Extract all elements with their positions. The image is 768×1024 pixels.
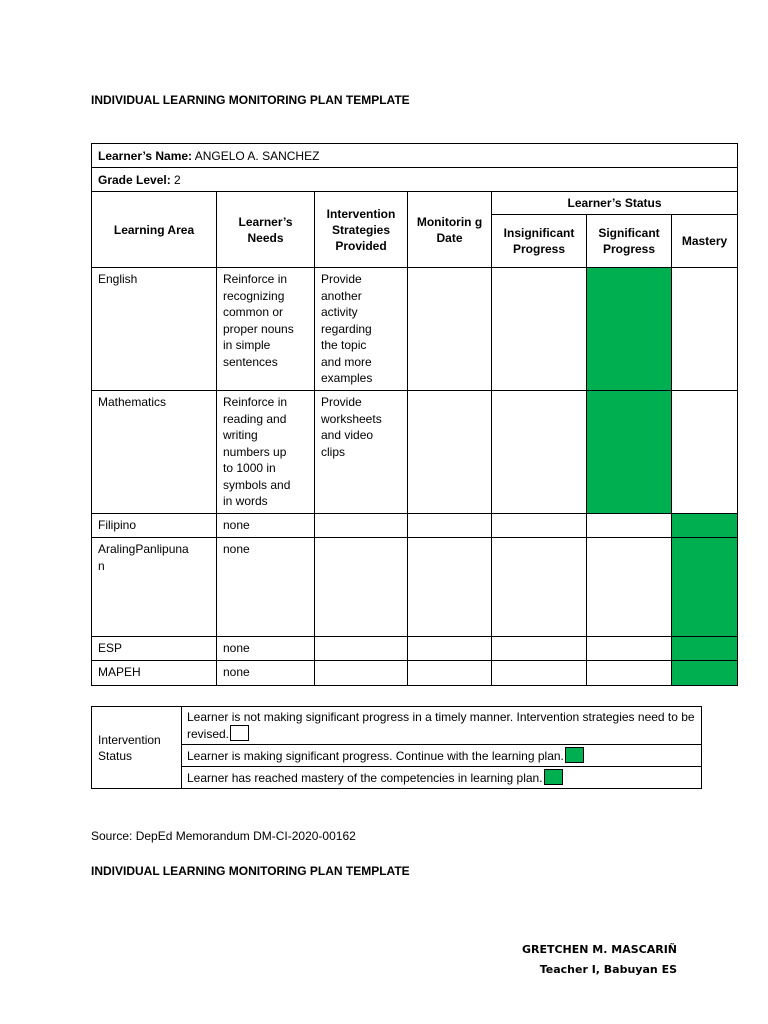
signatory-role: Teacher I, Babuyan ES	[539, 963, 677, 976]
legend-text: Learner is not making significant progress in a timely manner. Intervention strategies need to be revised.	[187, 710, 695, 741]
legend-item-mastery	[182, 767, 702, 789]
grade-level-value: 2	[170, 172, 181, 187]
learners-needs-cell: none	[217, 661, 315, 686]
mastery-status-cell	[672, 637, 738, 661]
document-title: INDIVIDUAL LEARNING MONITORING PLAN TEMPLATE	[91, 93, 410, 107]
table-row	[92, 637, 738, 661]
legend-swatch	[565, 747, 584, 763]
insignificant-status-cell	[492, 268, 587, 391]
monitoring-date-cell	[408, 391, 492, 514]
intervention-status-legend	[91, 706, 702, 789]
learners-needs-cell: Reinforce in reading and writing numbers up to 1000 in symbols and in words	[217, 391, 315, 514]
mastery-status-cell	[672, 661, 738, 686]
insignificant-status-cell	[492, 637, 587, 661]
document-title-repeat: INDIVIDUAL LEARNING MONITORING PLAN TEMPLATE	[91, 864, 410, 878]
significant-status-cell	[587, 268, 672, 391]
intervention-strategies-cell: Provide worksheets and video clips	[315, 391, 408, 514]
monitoring-date-cell	[408, 637, 492, 661]
monitoring-date-cell	[408, 514, 492, 538]
learning-area-cell: Filipino	[92, 514, 217, 538]
monitoring-plan-table	[91, 143, 738, 686]
table-row	[92, 514, 738, 538]
learner-name-row	[92, 144, 738, 168]
learner-name-value: ANGELO A. SANCHEZ	[192, 148, 320, 163]
learning-area-cell: AralingPanlipuna n	[92, 538, 217, 637]
signatory-name: GRETCHEN M. MASCARIÑ	[521, 943, 677, 956]
learners-needs-cell: Reinforce in recognizing common or proper nouns in simple sentences	[217, 268, 315, 391]
learning-area-cell: ESP	[92, 637, 217, 661]
significant-status-cell	[587, 661, 672, 686]
learners-needs-cell: none	[217, 538, 315, 637]
legend-item-significant	[182, 745, 702, 767]
legend-text: Learner is making significant progress. Continue with the learning plan.	[187, 749, 564, 763]
insignificant-status-cell	[492, 391, 587, 514]
monitoring-date-cell	[408, 661, 492, 686]
intervention-strategies-cell	[315, 514, 408, 538]
learners-needs-cell: none	[217, 637, 315, 661]
source-citation: Source: DepEd Memorandum DM-CI-2020-00162	[91, 829, 356, 843]
mastery-status-cell	[672, 268, 738, 391]
significant-status-cell	[587, 538, 672, 637]
grade-level-label: Grade Level:	[98, 172, 171, 187]
significant-status-cell	[587, 637, 672, 661]
legend-swatch	[230, 725, 249, 741]
intervention-status-label: Intervention Status	[92, 707, 182, 789]
mastery-status-cell	[672, 391, 738, 514]
insignificant-status-cell	[492, 661, 587, 686]
header-significant-progress: Significant Progress	[587, 215, 672, 268]
legend-swatch	[544, 769, 563, 785]
intervention-strategies-cell	[315, 661, 408, 686]
legend-item-insignificant	[182, 707, 702, 745]
header-monitoring-date: Monitorin g Date	[408, 192, 492, 268]
learning-area-cell: English	[92, 268, 217, 391]
monitoring-date-cell	[408, 268, 492, 391]
significant-status-cell	[587, 391, 672, 514]
learning-area-cell: Mathematics	[92, 391, 217, 514]
header-learners-needs: Learner’s Needs	[217, 192, 315, 268]
learner-name-label: Learner’s Name:	[98, 148, 193, 163]
header-learning-area: Learning Area	[92, 192, 217, 268]
legend-text: Learner has reached mastery of the competencies in learning plan.	[187, 771, 543, 785]
header-insignificant-progress: Insignificant Progress	[492, 215, 587, 268]
mastery-status-cell	[672, 538, 738, 637]
intervention-strategies-cell: Provide another activity regarding the topic and more examples	[315, 268, 408, 391]
header-learners-status: Learner’s Status	[492, 192, 738, 215]
table-row	[92, 268, 738, 391]
grade-level-row	[92, 168, 738, 192]
table-row	[92, 391, 738, 514]
table-row	[92, 538, 738, 637]
insignificant-status-cell	[492, 514, 587, 538]
learners-needs-cell: none	[217, 514, 315, 538]
monitoring-date-cell	[408, 538, 492, 637]
intervention-strategies-cell	[315, 538, 408, 637]
learning-area-cell: MAPEH	[92, 661, 217, 686]
header-intervention-strategies: Intervention Strategies Provided	[315, 192, 408, 268]
mastery-status-cell	[672, 514, 738, 538]
insignificant-status-cell	[492, 538, 587, 637]
header-mastery: Mastery	[672, 215, 738, 268]
table-row	[92, 661, 738, 686]
significant-status-cell	[587, 514, 672, 538]
intervention-strategies-cell	[315, 637, 408, 661]
